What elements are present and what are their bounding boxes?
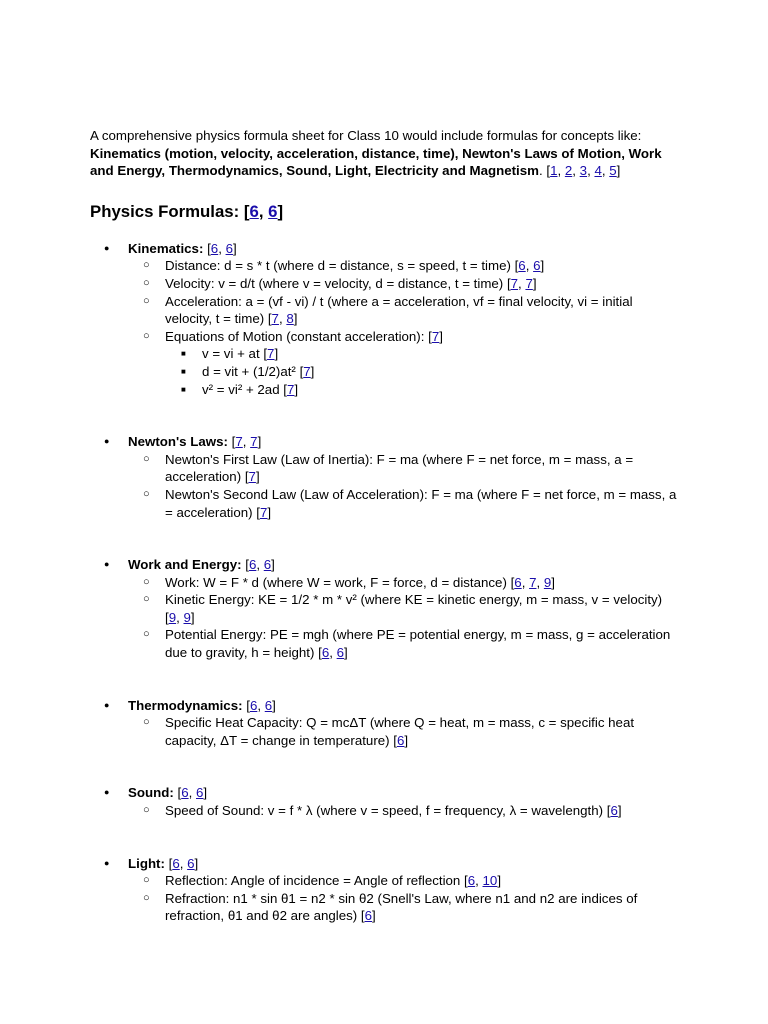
- citation-link[interactable]: 8: [286, 311, 294, 327]
- formula-refs: [6, 10]: [464, 873, 502, 889]
- formula-refs: [6, 6]: [514, 258, 545, 274]
- equation-text: d = vit + (1/2)at²: [202, 363, 300, 379]
- formula-list: [128, 257, 678, 398]
- section-item: [90, 697, 678, 750]
- citation-link[interactable]: 6: [249, 697, 258, 713]
- citation-link[interactable]: 6: [514, 574, 522, 590]
- citation-link[interactable]: 10: [482, 873, 498, 889]
- citation-link[interactable]: 7: [303, 363, 311, 379]
- citation-link[interactable]: 9: [168, 609, 177, 625]
- section-title: Kinematics:: [128, 240, 204, 256]
- formula-text: Distance: d = s * t (where d = distance, s = speed, t = time): [165, 258, 515, 274]
- citation-link[interactable]: 7: [287, 381, 295, 397]
- citation-link[interactable]: 7: [259, 504, 268, 520]
- formula-refs: [9, 9]: [165, 609, 195, 625]
- citation-link[interactable]: 4: [594, 163, 602, 179]
- citation-link[interactable]: 9: [183, 609, 191, 625]
- section-refs: [6, 6]: [246, 697, 276, 713]
- section-item: [90, 433, 678, 521]
- citation-link[interactable]: 7: [248, 469, 256, 485]
- citation-link[interactable]: 7: [525, 275, 533, 291]
- heading-text: Physics Formulas:: [90, 201, 244, 221]
- formula-list: [128, 451, 678, 521]
- formula-refs: [7]: [428, 328, 443, 344]
- formula-item: [128, 890, 678, 925]
- formula-text: Specific Heat Capacity: Q = mcΔT (where Q = heat, m = mass, c = specific heat capacity, ΔT = change in temperature): [165, 715, 635, 748]
- section-heading: [90, 202, 678, 222]
- citation-link[interactable]: 6: [187, 855, 195, 871]
- citation-link[interactable]: 7: [235, 434, 243, 450]
- citation-link[interactable]: 6: [364, 908, 372, 924]
- formula-item: [128, 451, 678, 486]
- formula-list: [128, 802, 678, 820]
- section-refs: [6, 6]: [245, 557, 275, 573]
- section-refs: [6, 6]: [207, 240, 237, 256]
- citation-link[interactable]: 6: [196, 785, 204, 801]
- formula-item: [128, 574, 678, 592]
- formula-item: [128, 591, 678, 626]
- section-item: [90, 240, 678, 398]
- citation-link[interactable]: 6: [321, 645, 330, 661]
- citation-link[interactable]: 3: [579, 163, 588, 179]
- equation-text: v² = vi² + 2ad: [202, 381, 284, 397]
- formula-sections: [90, 240, 678, 925]
- citation-link[interactable]: 6: [610, 803, 618, 819]
- formula-text: Kinetic Energy: KE = 1/2 * m * v² (where KE = kinetic energy, m = mass, v = velocity): [165, 592, 663, 608]
- intro-text: A comprehensive physics formula sheet for Class 10 would include formulas for concepts like:: [90, 128, 642, 143]
- citation-link[interactable]: 9: [543, 574, 552, 590]
- equation-item: [165, 381, 678, 399]
- formula-item: [128, 257, 678, 275]
- section-item: [90, 855, 678, 925]
- section-title: Light:: [128, 855, 165, 871]
- citation-link[interactable]: 6: [533, 258, 541, 274]
- formula-text: Speed of Sound: v = f * λ (where v = speed, f = frequency, λ = wavelength): [165, 803, 607, 819]
- equation-item: [165, 363, 678, 381]
- citation-link[interactable]: 7: [271, 311, 279, 327]
- section-title: Work and Energy:: [128, 557, 242, 573]
- citation-link[interactable]: 7: [529, 574, 537, 590]
- formula-item: [128, 714, 678, 749]
- formula-text: Reflection: Angle of incidence = Angle of reflection: [165, 873, 465, 889]
- formula-text: Acceleration: a = (vf - vi) / t (where a = acceleration, vf = final velocity, vi = initial velocity, t = time): [165, 293, 633, 327]
- citation-link[interactable]: 7: [510, 275, 519, 291]
- formula-item: [128, 802, 678, 820]
- formula-text: Refraction: n1 * sin θ1 = n2 * sin θ2 (Snell's Law, where n1 and n2 are indices of refraction, θ1 and θ2 are angles): [165, 890, 638, 924]
- citation-link[interactable]: 7: [250, 434, 258, 450]
- formula-item: [128, 293, 678, 328]
- section-refs: [7, 7]: [231, 434, 262, 450]
- formula-item: [128, 872, 678, 890]
- intro-paragraph: A comprehensive physics formula sheet for Class 10 would include formulas for concepts like: Kinematics (motion, velocity, acceleration, distance, time), Newton's Laws of Motion, Work and Energy, Thermodynamics, Sound, Light, Electricity and Magnetism. [1, 2, 3, 4, 5]: [90, 128, 662, 179]
- section-item: [90, 556, 678, 662]
- section-item: [90, 784, 678, 819]
- intro-bold-topics: Kinematics (motion, velocity, acceleration, distance, time), Newton's Laws of Motion, Work and Energy, Thermodynamics, Sound, Light, Electricity and Magnetism: [90, 145, 662, 179]
- equation-refs: [7]: [263, 346, 279, 362]
- citation-link[interactable]: 6: [336, 645, 345, 661]
- formula-refs: [6]: [360, 908, 376, 924]
- section-title: Thermodynamics:: [128, 697, 243, 713]
- formula-list: [128, 872, 678, 925]
- citation-link[interactable]: 5: [609, 163, 617, 179]
- formula-list: [128, 574, 678, 662]
- formula-item: [128, 626, 678, 661]
- formula-text: Newton's Second Law (Law of Acceleration): F = ma (where F = net force, m = mass, a = acceleration): [165, 486, 677, 520]
- formula-refs: [6, 7, 9]: [510, 574, 555, 590]
- citation-link[interactable]: 6: [396, 732, 405, 748]
- citation-link[interactable]: 6: [264, 697, 273, 713]
- equation-refs: [7]: [283, 381, 299, 397]
- equation-text: v = vi + at: [202, 346, 264, 362]
- formula-refs: [6]: [606, 803, 622, 819]
- section-title: Newton's Laws:: [128, 434, 228, 450]
- section-refs: [6, 6]: [168, 855, 199, 871]
- formula-item: [128, 486, 678, 521]
- formula-refs: [6, 6]: [318, 645, 348, 661]
- formula-refs: [7]: [244, 469, 260, 485]
- formula-item: [128, 328, 678, 398]
- citation-link[interactable]: 6: [518, 258, 526, 274]
- formula-text: Equations of Motion (constant acceleration):: [165, 328, 429, 344]
- citation-link[interactable]: 1: [550, 163, 558, 179]
- citation-link[interactable]: 6: [248, 557, 257, 573]
- heading-refs: [6, 6]: [243, 201, 284, 221]
- formula-text: Potential Energy: PE = mgh (where PE = potential energy, m = mass, g = acceleration due to gravity, h = height): [165, 627, 671, 661]
- citation-link[interactable]: 6: [172, 855, 180, 871]
- citation-link[interactable]: 6: [249, 201, 259, 221]
- citation-link[interactable]: 6: [268, 201, 278, 221]
- citation-link[interactable]: 6: [225, 240, 233, 256]
- formula-text: Newton's First Law (Law of Inertia): F = ma (where F = net force, m = mass, a = acceleration): [165, 451, 634, 485]
- section-refs: [6, 6]: [177, 785, 208, 801]
- citation-link[interactable]: 2: [564, 163, 573, 179]
- citation-link[interactable]: 6: [181, 785, 189, 801]
- formula-list: [128, 714, 678, 749]
- equation-list: [165, 345, 678, 398]
- citation-link[interactable]: 7: [431, 328, 440, 344]
- formula-refs: [7, 8]: [267, 311, 298, 327]
- formula-text: Work: W = F * d (where W = work, F = force, d = distance): [165, 574, 511, 590]
- equation-item: [165, 345, 678, 363]
- section-title: Sound:: [128, 785, 174, 801]
- formula-refs: [6]: [393, 732, 409, 748]
- formula-item: [128, 275, 678, 293]
- citation-link[interactable]: 7: [267, 346, 275, 362]
- formula-refs: [7, 7]: [506, 275, 537, 291]
- intro-refs: [1, 2, 3, 4, 5]: [546, 163, 621, 179]
- citation-link[interactable]: 6: [263, 557, 272, 573]
- citation-link[interactable]: 6: [467, 873, 476, 889]
- citation-link[interactable]: 6: [210, 240, 219, 256]
- formula-text: Velocity: v = d/t (where v = velocity, d = distance, t = time): [165, 275, 507, 291]
- formula-refs: [7]: [256, 504, 272, 520]
- equation-refs: [7]: [299, 363, 315, 379]
